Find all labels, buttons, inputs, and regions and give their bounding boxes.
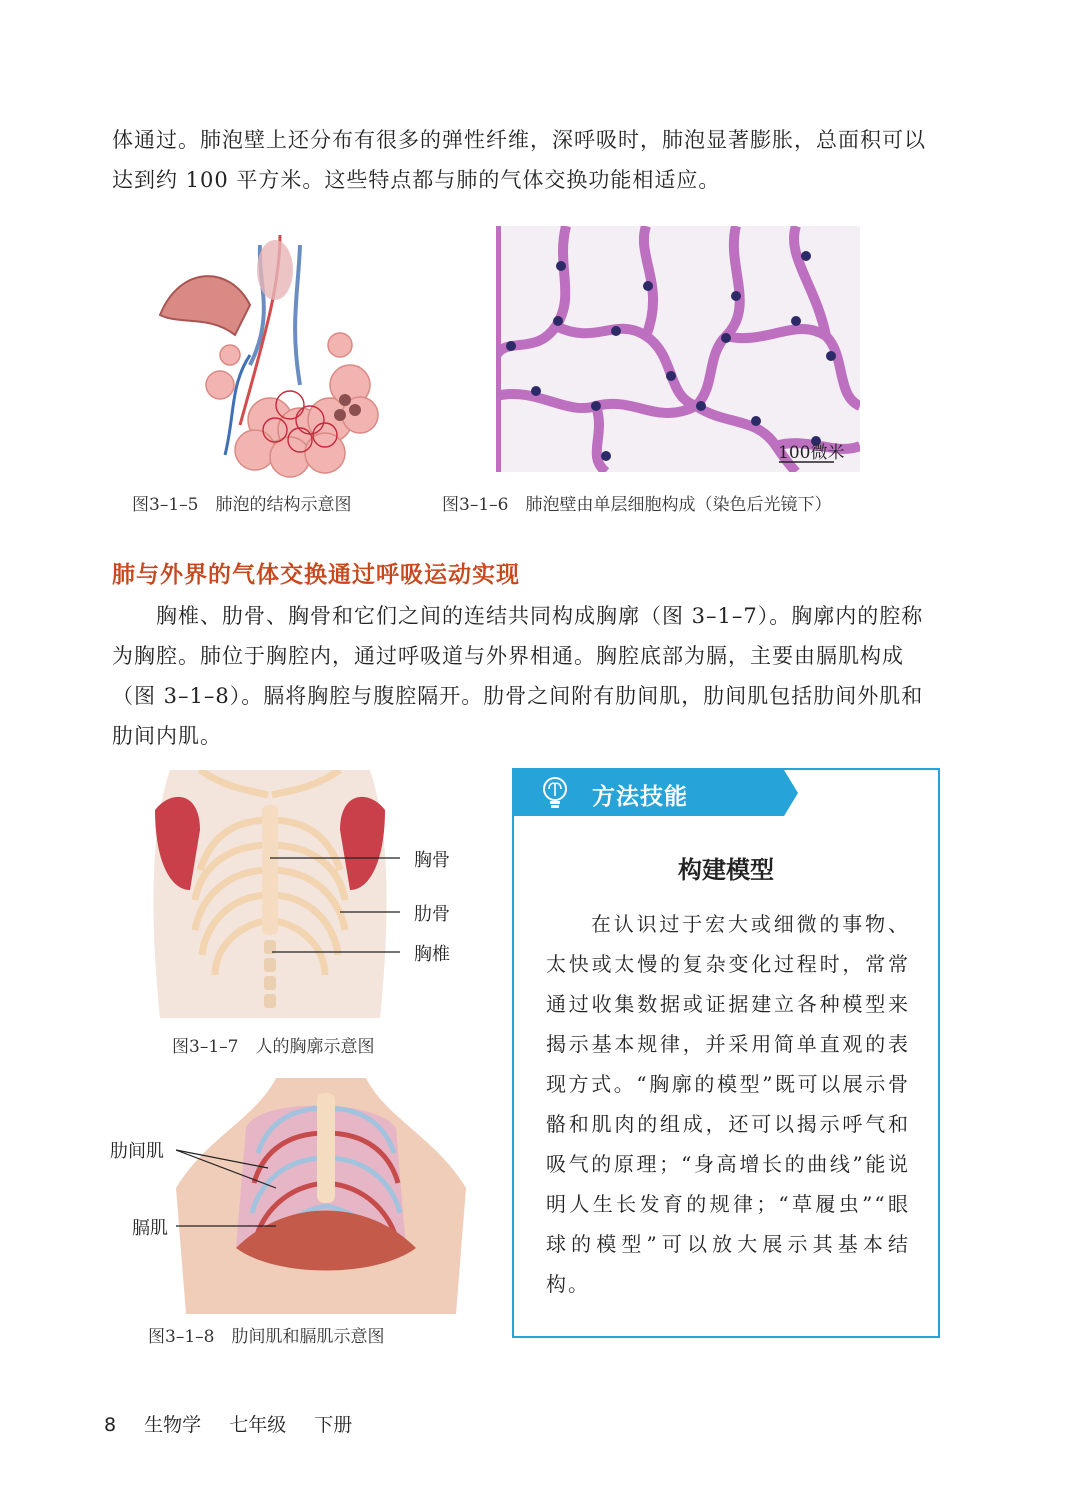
box-body	[546, 904, 910, 1304]
label-diaphragm: 膈肌	[132, 1218, 168, 1239]
alveolar-wall-micrograph	[496, 226, 860, 472]
volume: 下册	[314, 1414, 353, 1436]
label-intercostal-muscles: 肋间肌	[110, 1141, 164, 1162]
label-ribs: 肋骨	[414, 904, 450, 925]
figure-caption: 图3–1–6 肺泡壁由单层细胞构成（染色后光镜下）	[442, 495, 832, 515]
box-body-text: 在认识过于宏大或细微的事物、太快或太慢的复杂变化过程时，常常通过收集数据或证据建立各种模型来揭示基本规律，并采用简单直观的表现方式。“胸廓的模型”既可以展示骨骼和肌肉的组成，还可以揭示呼气和吸气的原理；“身高增长的曲线”能说明人生长发育的规律；“草履虫”“眼球的模型”可以放大展示其基本结构。	[546, 912, 910, 1296]
page-footer	[104, 1410, 374, 1437]
scale-bar-label: 100微米	[778, 443, 845, 463]
section-heading: 肺与外界的气体交换通过呼吸运动实现	[112, 562, 520, 588]
tab-arrow	[784, 770, 798, 816]
method-skill-box	[512, 768, 940, 1338]
paragraph-1: 体通过。肺泡壁上还分布有很多的弹性纤维，深呼吸时，肺泡显著膨胀，总面积可以达到约 100 平方米。这些特点都与肺的气体交换功能相适应。	[112, 128, 926, 192]
subject: 生物学	[144, 1414, 202, 1436]
brain-lightbulb-icon	[540, 776, 570, 810]
page-number: 8	[104, 1414, 117, 1436]
grade: 七年级	[229, 1414, 287, 1436]
method-skill-tab	[514, 770, 784, 816]
method-skill-title: 方法技能	[592, 784, 688, 810]
alveoli-structure-illustration	[140, 225, 390, 480]
label-sternum: 胸骨	[414, 850, 450, 871]
figure-caption: 图3–1–7 人的胸廓示意图	[172, 1037, 375, 1057]
intercostal-diaphragm-illustration	[176, 1078, 466, 1314]
box-heading: 构建模型	[678, 856, 774, 884]
paragraph-2: 胸椎、肋骨、胸骨和它们之间的连结共同构成胸廓（图 3–1–7）。胸廓内的腔称为胸腔。肺位于胸腔内，通过呼吸道与外界相通。胸腔底部为膈，主要由膈肌构成（图 3–1–8）。膈将胸腔与腹腔隔开。肋骨之间附有肋间肌，肋间肌包括肋间外肌和肋间内肌。	[112, 604, 924, 748]
label-thoracic-vertebrae: 胸椎	[414, 944, 450, 965]
figure-caption: 图3–1–8 肋间肌和膈肌示意图	[148, 1327, 385, 1347]
figure-caption: 图3–1–5 肺泡的结构示意图	[132, 495, 352, 515]
thoracic-cage-illustration	[140, 770, 400, 1018]
